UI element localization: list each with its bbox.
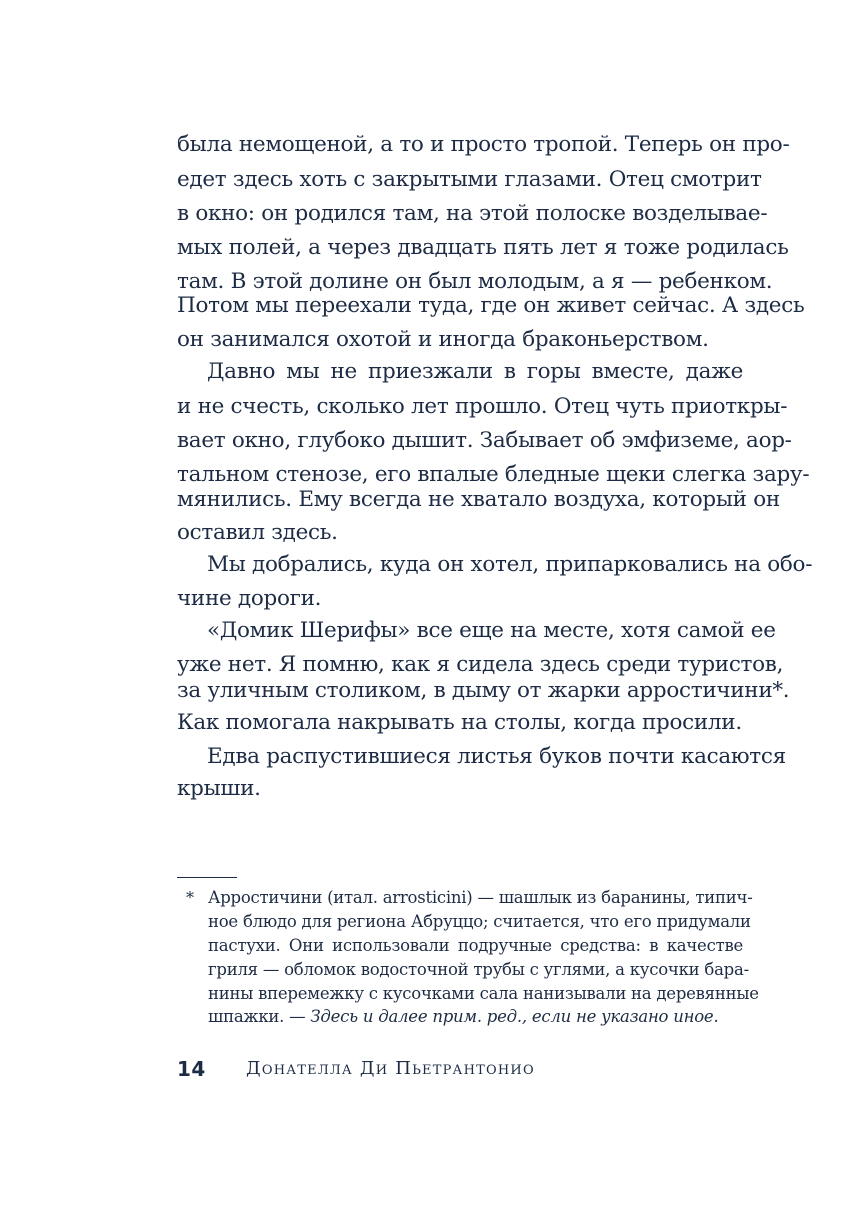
body-line-12: мянились. Ему всегда не хватало воздуха, который он (177, 487, 780, 512)
footnote-line-3: пастухи. Они использовали подручные средства: в качестве (208, 936, 743, 955)
footnote-line-2: ное блюдо для региона Абруццо; считается, что его придумали (208, 912, 751, 931)
body-line-17: уже нет. Я помню, как я сидела здесь среди туристов, (177, 652, 784, 677)
page-number: 14 (177, 1057, 206, 1081)
footnote-line-5: нины вперемежку с кусочками сала нанизывали на деревянные (208, 984, 759, 1003)
body-line-1: была немощеной, а то и просто тропой. Теперь он про- (177, 132, 790, 157)
body-line-2: едет здесь хоть с закрытыми глазами. Отец смотрит (177, 167, 762, 192)
footnote-divider (177, 877, 237, 878)
footnote-marker: * (186, 888, 194, 907)
body-line-15: чине дороги. (177, 586, 322, 611)
footnote-line-6 (208, 1006, 743, 1028)
body-line-21: крыши. (177, 776, 261, 801)
footnote-last-suffix: . (713, 1007, 719, 1026)
body-line-18: за уличным столиком, в дыму от жарки арростичини*. (177, 678, 790, 703)
footnote-line-1: Арростичини (итал. arrosticini) — шашлык из баранины, типич- (208, 888, 753, 907)
body-line-5: там. В этой долине он был молодым, а я — ребенком. (177, 269, 773, 294)
body-line-20: Едва распустившиеся листья буков почти касаются (207, 744, 786, 769)
body-line-19: Как помогала накрывать на столы, когда просили. (177, 710, 742, 735)
body-line-7: он занимался охотой и иногда браконьерством. (177, 327, 709, 352)
body-line-9: и не счесть, сколько лет прошло. Отец чуть приоткры- (177, 394, 788, 419)
body-line-13: оставил здесь. (177, 520, 338, 545)
running-head-author: Донателла Ди Пьетрантонио (246, 1058, 535, 1079)
body-line-11: тальном стенозе, его впалые бледные щеки слегка зару- (177, 462, 810, 487)
footnote-last-prefix: шпажки. — (208, 1007, 311, 1026)
body-line-4: мых полей, а через двадцать пять лет я тоже родилась (177, 235, 789, 260)
footnote-line-4: гриля — обломок водосточной трубы с углями, а кусочки бара- (208, 960, 749, 979)
body-line-16: «Домик Шерифы» все еще на месте, хотя самой ее (207, 618, 776, 643)
body-line-6: Потом мы переехали туда, где он живет сейчас. А здесь (177, 293, 805, 318)
body-line-10: вает окно, глубоко дышит. Забывает об эмфиземе, аор- (177, 428, 792, 453)
body-line-3: в окно: он родился там, на этой полоске возделывае- (177, 201, 768, 226)
footnote-editor-note: Здесь и далее прим. ред., если не указано иное (310, 1007, 714, 1026)
body-line-8: Давно мы не приезжали в горы вместе, даже (207, 359, 743, 384)
body-line-14: Мы добрались, куда он хотел, припарковались на обо- (207, 552, 813, 577)
